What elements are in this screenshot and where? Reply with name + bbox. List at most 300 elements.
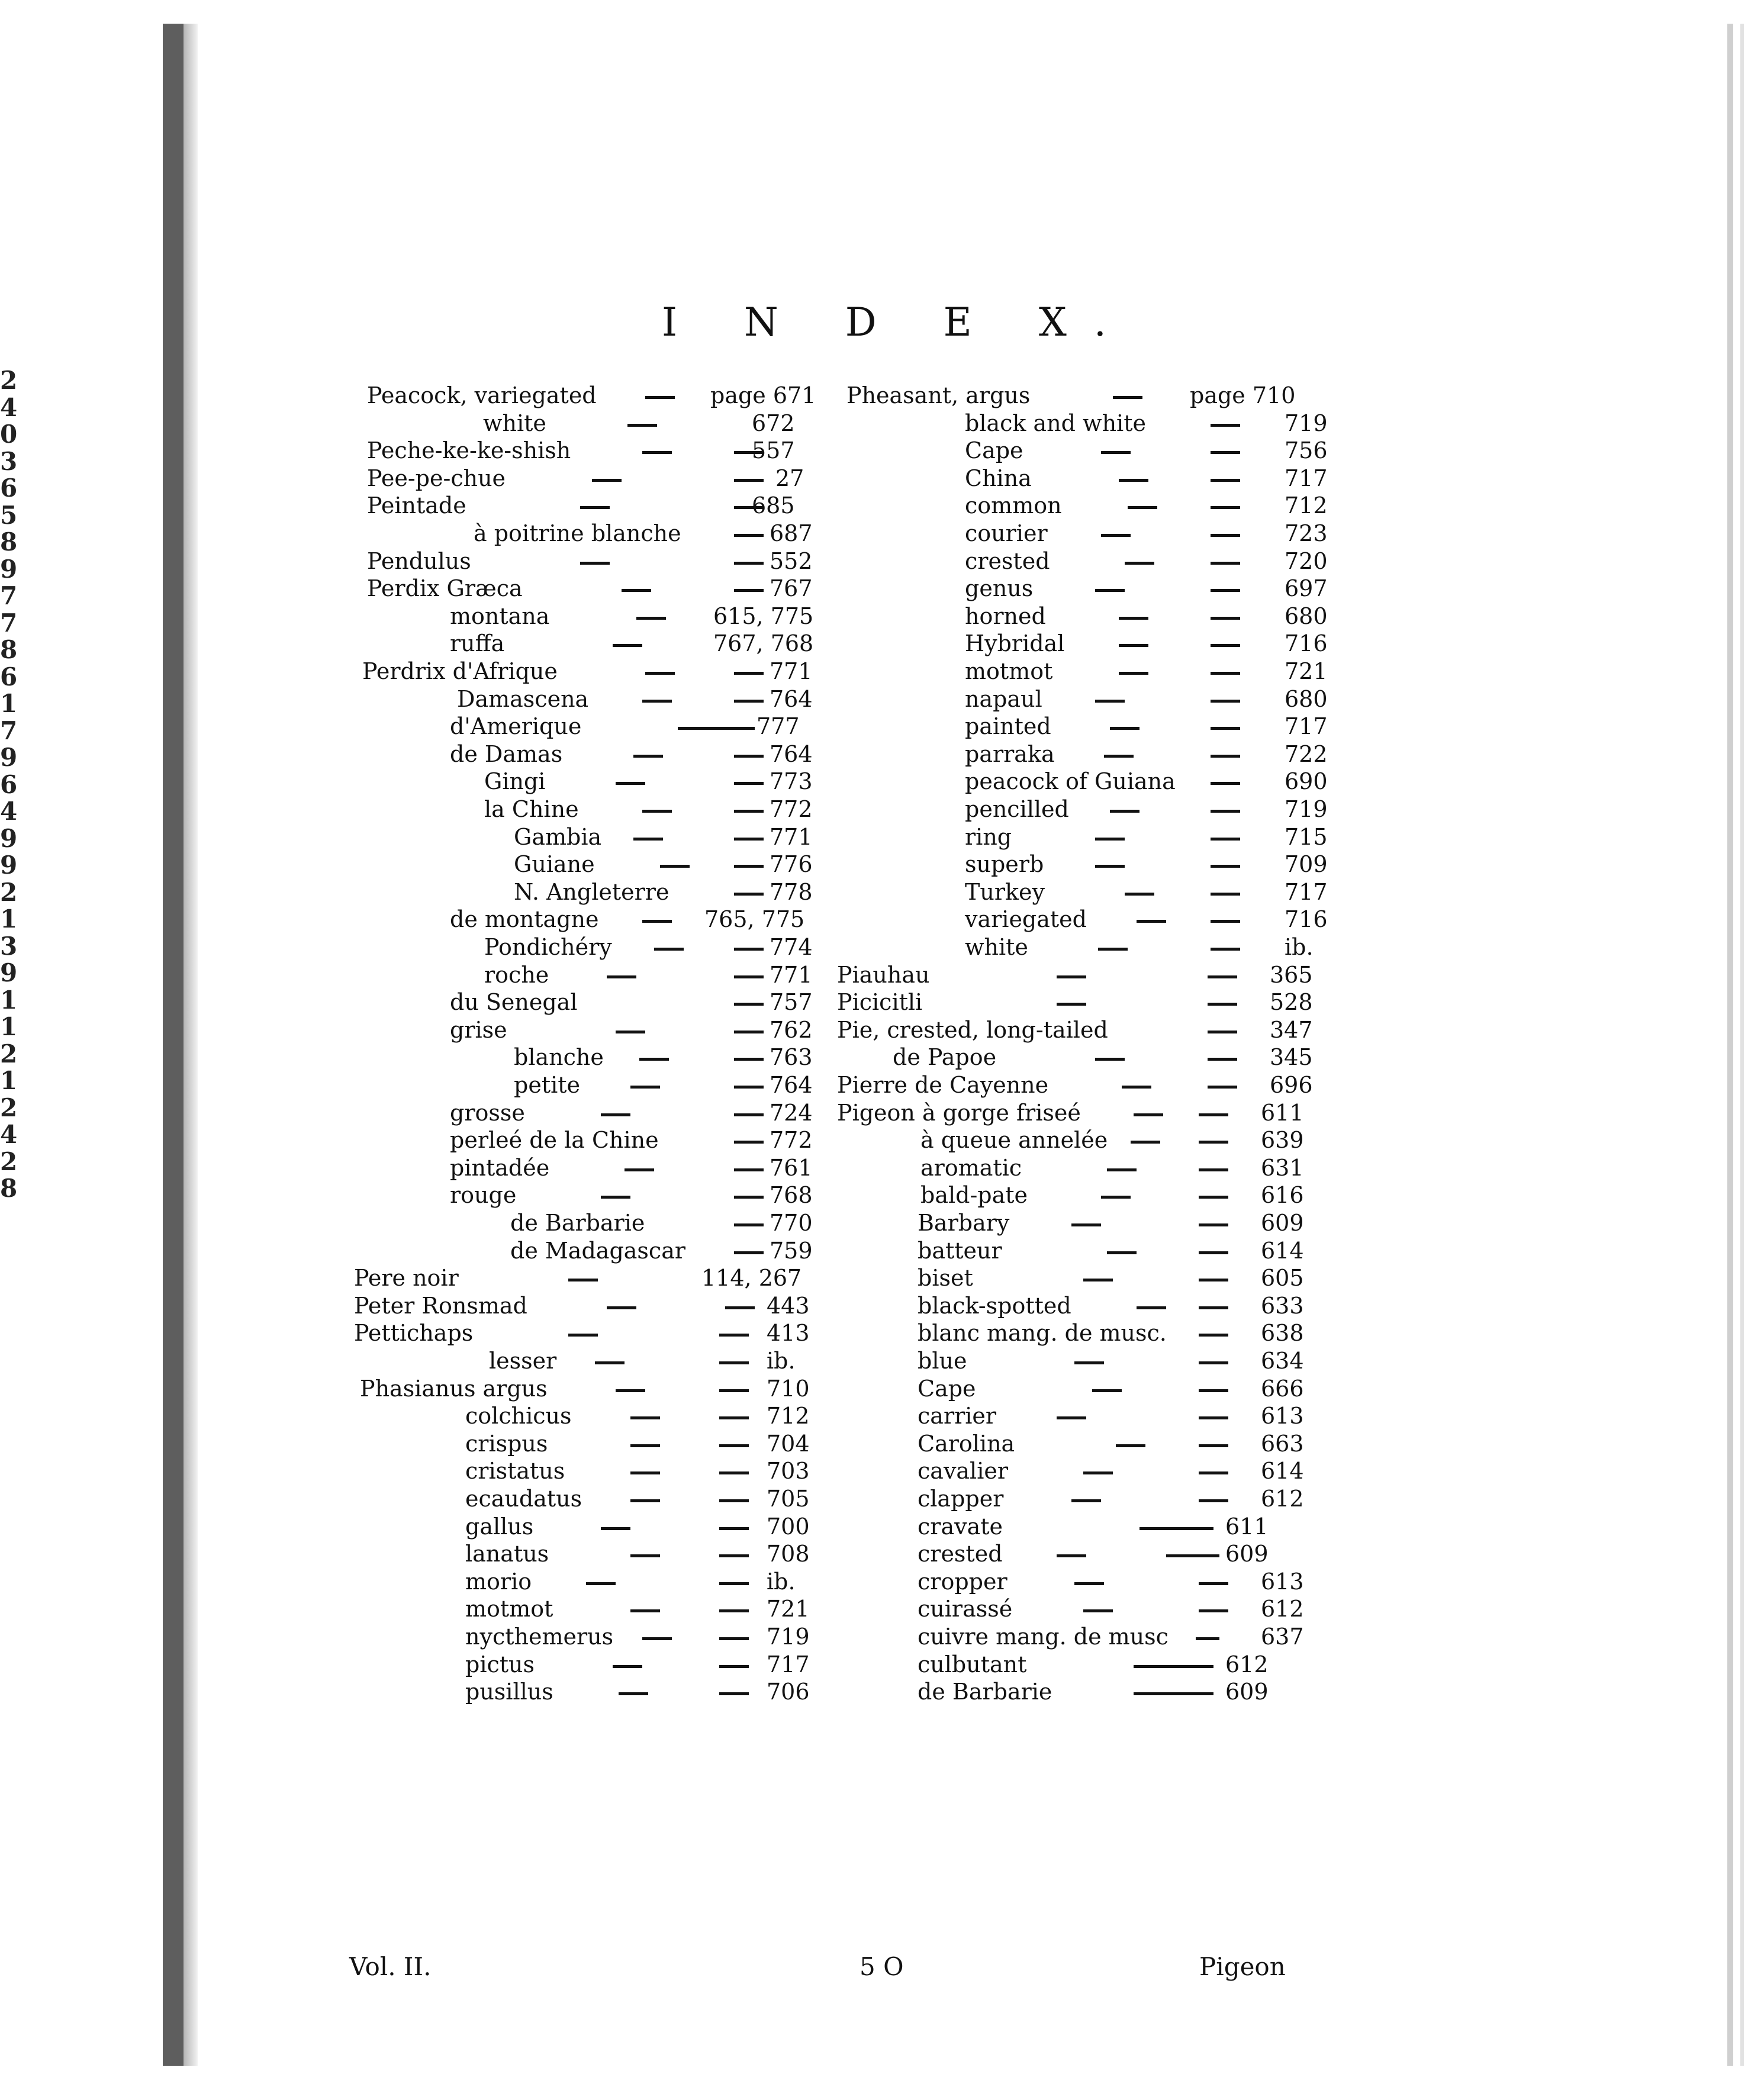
page-title: I N D E X. [662, 300, 1134, 345]
leader-dash [1074, 1361, 1104, 1364]
right-index-entry [0, 1319, 1764, 1347]
page-reference: 614 [1261, 1458, 1304, 1485]
leader-dash [1211, 451, 1240, 454]
right-index-entry [0, 1402, 1764, 1430]
index-term: Peche-ke-ke-shish [367, 437, 571, 464]
index-term: d'Amerique [450, 713, 582, 740]
page-reference: 708 [767, 1541, 810, 1567]
leader-dash [1211, 700, 1240, 703]
right-index-entry [0, 685, 1764, 713]
right-index-entry [0, 658, 1764, 685]
leader-dash [1208, 1058, 1237, 1061]
page-reference: page 710 [1190, 382, 1296, 408]
right-index-entry [0, 823, 1764, 851]
page-reference: 557 [752, 437, 795, 464]
page-reference: 614 [1261, 1237, 1304, 1264]
page-reference: 609 [1261, 1210, 1304, 1236]
page-reference: 723 [1285, 520, 1328, 546]
margin-digit: 9 [0, 554, 18, 584]
page-reference: 765, 775 [704, 906, 805, 933]
leader-dash [1137, 920, 1166, 923]
index-term: variegated [965, 906, 1087, 933]
leader-dash [1199, 1279, 1228, 1281]
index-term: Gambia [514, 823, 602, 850]
page-reference: 778 [770, 878, 813, 905]
index-term: lanatus [465, 1541, 549, 1567]
leader-dash [1199, 1499, 1228, 1502]
leader-dash [1128, 506, 1157, 509]
index-term: Pee-pe-chue [367, 465, 506, 491]
page-reference: 720 [1285, 548, 1328, 574]
index-term: gallus [465, 1513, 534, 1540]
leader-dash [1057, 975, 1086, 978]
leader-dash [1119, 672, 1148, 675]
right-index-entry [0, 1154, 1764, 1182]
leader-dash [1166, 1554, 1219, 1557]
signature-mark: 5 O [860, 1952, 904, 1981]
page-reference: 771 [770, 961, 813, 988]
index-term: courier [965, 520, 1048, 546]
page-reference: 762 [770, 1016, 813, 1043]
page-reference: 605 [1261, 1265, 1304, 1292]
leader-dash [1211, 562, 1240, 565]
leader-dash [1107, 1251, 1137, 1254]
page-reference: 724 [770, 1099, 813, 1126]
index-term: China [965, 465, 1032, 491]
leader-dash [1074, 1582, 1104, 1585]
leader-dash [1211, 534, 1240, 537]
index-term: Barbary [918, 1210, 1010, 1236]
leader-dash [1107, 1168, 1137, 1171]
page-reference: 611 [1261, 1099, 1304, 1126]
page-reference: 763 [770, 1044, 813, 1071]
right-index-entry [0, 1375, 1764, 1403]
index-term: rouge [450, 1182, 517, 1209]
margin-digit: 8 [0, 635, 18, 664]
index-term: bald-pate [920, 1182, 1028, 1209]
leader-dash [1199, 1223, 1228, 1226]
leader-dash [1119, 617, 1148, 620]
index-term: la Chine [484, 796, 579, 822]
page-reference: 770 [770, 1210, 813, 1236]
leader-dash [1057, 1003, 1086, 1006]
index-term: Carolina [918, 1430, 1015, 1457]
margin-digit: 9 [0, 743, 18, 772]
page-reference: 27 [775, 465, 804, 491]
leader-dash [1101, 1196, 1131, 1199]
leader-dash [1134, 1113, 1163, 1116]
right-index-entry [0, 1540, 1764, 1568]
leader-dash [1134, 1665, 1213, 1668]
index-term: white [965, 934, 1028, 960]
page-reference: 764 [770, 685, 813, 712]
page-reference: 771 [770, 658, 813, 684]
index-term: à queue annelée [920, 1127, 1108, 1154]
index-term: motmot [965, 658, 1053, 684]
right-index-entry [0, 1485, 1764, 1513]
page-reference: ib. [767, 1348, 796, 1374]
index-term: clapper [918, 1486, 1004, 1512]
page-reference: 609 [1225, 1541, 1269, 1567]
index-term: Pendulus [367, 548, 471, 574]
leader-dash [1071, 1223, 1101, 1226]
right-index-entry [0, 1016, 1764, 1044]
index-term: horned [965, 603, 1046, 629]
right-index-entry [0, 1513, 1764, 1541]
leader-dash [1125, 893, 1154, 896]
index-term: ruffa [450, 630, 505, 657]
right-index-entry [0, 796, 1764, 826]
index-term: napaul [965, 685, 1042, 712]
leader-dash [1095, 838, 1125, 841]
index-term: crested [965, 548, 1050, 574]
leader-dash [1137, 1306, 1166, 1309]
index-term: grise [450, 1016, 507, 1043]
index-term: de Damas [450, 740, 563, 767]
right-index-entry [0, 548, 1764, 575]
index-term: ecaudatus [465, 1486, 582, 1512]
page-reference: 672 [752, 410, 795, 436]
page-reference: 716 [1285, 630, 1328, 657]
right-index-entry [0, 1237, 1764, 1265]
volume-label: Vol. II. [349, 1952, 432, 1981]
margin-digit: 9 [0, 958, 18, 987]
leader-dash [1098, 948, 1128, 951]
index-term: de Papoe [893, 1044, 997, 1071]
index-term: peacock of Guiana [965, 768, 1176, 795]
page-reference: ib. [767, 1568, 796, 1595]
index-term: genus [965, 575, 1034, 602]
index-term: black-spotted [918, 1292, 1071, 1319]
leader-dash [1104, 755, 1134, 758]
index-term: Peter Ronsmad [354, 1292, 527, 1319]
page-reference: 615, 775 [713, 603, 814, 629]
leader-dash [1211, 948, 1240, 951]
index-term: petite [514, 1072, 580, 1098]
margin-digit: 5 [0, 500, 18, 530]
page-reference: 772 [770, 1127, 813, 1154]
leader-dash [1211, 424, 1240, 427]
right-index-entry [0, 575, 1764, 603]
page-reference: 637 [1261, 1624, 1304, 1650]
leader-dash [1110, 810, 1139, 813]
index-term: pusillus [465, 1679, 553, 1705]
index-term: Pheasant, argus [846, 382, 1031, 408]
page-reference: 756 [1285, 437, 1328, 464]
page-reference: 612 [1261, 1486, 1304, 1512]
right-index-entry [0, 958, 1764, 989]
index-term: Turkey [965, 878, 1045, 905]
index-term: cropper [918, 1568, 1007, 1595]
index-term: Pigeon à gorge friseé [837, 1099, 1081, 1126]
margin-digit: 4 [0, 1120, 18, 1149]
margin-digit: 2 [0, 1147, 18, 1176]
margin-digit: 9 [0, 823, 18, 853]
leader-dash [1196, 1637, 1219, 1640]
right-index-entry [0, 933, 1764, 961]
margin-digit: 1 [0, 985, 18, 1015]
leader-dash [1101, 534, 1131, 537]
index-term: cavalier [918, 1458, 1009, 1485]
index-term: painted [965, 713, 1051, 740]
index-term: Peintade [367, 492, 466, 519]
leader-dash [1211, 589, 1240, 592]
index-term: white [483, 410, 546, 436]
index-term: colchicus [465, 1403, 572, 1429]
page-reference: 757 [770, 989, 813, 1016]
page-reference: 114, 267 [701, 1265, 802, 1292]
right-index-entry [0, 1126, 1764, 1154]
right-index-entry [0, 382, 1764, 410]
page-reference: 609 [1225, 1679, 1269, 1705]
margin-digit: 1 [0, 689, 18, 718]
index-term: Cape [965, 437, 1023, 464]
index-term: Pierre de Cayenne [837, 1072, 1049, 1098]
index-term: cuivre mang. de musc [918, 1624, 1169, 1650]
right-index-entry [0, 851, 1764, 878]
page-reference: 722 [1285, 740, 1328, 767]
index-term: lesser [489, 1348, 557, 1374]
page-reference: 717 [1285, 465, 1328, 491]
page-reference: 613 [1261, 1568, 1304, 1595]
catchword: Pigeon [1199, 1952, 1286, 1981]
leader-dash [1211, 810, 1240, 813]
page-reference: 719 [1285, 410, 1328, 436]
page-reference: 666 [1261, 1375, 1304, 1402]
index-term: N. Angleterre [514, 878, 669, 905]
page-reference: 631 [1261, 1154, 1304, 1181]
index-term: Gingi [484, 768, 546, 795]
index-term: Pere noir [354, 1265, 459, 1292]
margin-digit: 7 [0, 716, 18, 745]
right-index-entry [0, 740, 1764, 768]
page-reference: 716 [1285, 906, 1328, 933]
right-index-entry [0, 1181, 1764, 1209]
leader-dash [1095, 589, 1125, 592]
leader-dash [1199, 1141, 1228, 1144]
page-reference: 772 [770, 796, 813, 822]
page-reference: 685 [752, 492, 795, 519]
index-term: biset [918, 1265, 973, 1292]
right-index-entry [0, 1264, 1764, 1292]
page-reference: 345 [1270, 1044, 1313, 1071]
margin-digit: 0 [0, 420, 18, 449]
leader-dash [1211, 644, 1240, 647]
index-term: Picicitli [837, 989, 923, 1016]
right-index-entry [0, 1071, 1764, 1099]
margin-digit: 7 [0, 608, 18, 637]
index-term: Perdix Græca [367, 575, 523, 602]
leader-dash [1211, 865, 1240, 868]
page-reference: 613 [1261, 1403, 1304, 1429]
right-index-entry [0, 520, 1764, 548]
page-reference: 616 [1261, 1182, 1304, 1209]
index-term: crispus [465, 1430, 548, 1457]
index-term: Pettichaps [354, 1320, 474, 1347]
page-reference: 759 [770, 1237, 813, 1264]
right-index-entry [0, 1623, 1764, 1651]
page-reference: 771 [770, 823, 813, 850]
index-term: de montagne [450, 906, 599, 933]
index-term: roche [484, 961, 549, 988]
leader-dash [1199, 1113, 1228, 1116]
index-term: Phasianus argus [360, 1375, 548, 1402]
right-index-entry [0, 985, 1764, 1016]
page-reference: 717 [1285, 878, 1328, 905]
index-term: black and white [965, 410, 1146, 436]
index-term: cuirassé [918, 1596, 1013, 1622]
page-reference: 443 [767, 1292, 810, 1319]
leader-dash [1208, 1086, 1237, 1089]
index-term: Pondichéry [484, 934, 612, 960]
leader-dash [1139, 1527, 1213, 1530]
leader-dash [1083, 1471, 1113, 1474]
index-term: à poitrine blanche [474, 520, 681, 546]
page-reference: 764 [770, 1072, 813, 1098]
page-reference: 777 [757, 713, 800, 740]
leader-dash [1101, 451, 1131, 454]
leader-dash [1208, 1031, 1237, 1033]
page-reference: 773 [770, 768, 813, 795]
page-reference: 761 [770, 1154, 813, 1181]
page-reference: 705 [767, 1486, 810, 1512]
page-reference: 721 [1285, 658, 1328, 684]
page-reference: 663 [1261, 1430, 1304, 1457]
leader-dash [1095, 1058, 1125, 1061]
index-term: crested [918, 1541, 1003, 1567]
index-term: pintadée [450, 1154, 550, 1181]
leader-dash [1199, 1168, 1228, 1171]
leader-dash [1211, 755, 1240, 758]
leader-dash [1199, 1361, 1228, 1364]
index-term: Pie, crested, long-tailed [837, 1016, 1108, 1043]
leader-dash [1211, 727, 1240, 730]
page-reference: 776 [770, 851, 813, 878]
page-reference: 528 [1270, 989, 1313, 1016]
margin-digit: 8 [0, 527, 18, 556]
index-term: Hybridal [965, 630, 1065, 657]
page-reference: 612 [1225, 1651, 1269, 1677]
index-term: de Madagascar [510, 1237, 686, 1264]
margin-digit: 8 [0, 1174, 18, 1203]
leader-dash [1116, 1444, 1145, 1447]
right-index-entry [0, 1457, 1764, 1485]
margin-digit: 1 [0, 1066, 18, 1095]
leader-dash [1119, 479, 1148, 482]
page-reference: 700 [767, 1513, 810, 1540]
leader-dash [1199, 1196, 1228, 1199]
leader-dash [1113, 396, 1142, 399]
index-term: motmot [465, 1596, 553, 1622]
index-term: morio [465, 1568, 532, 1595]
right-index-entry [0, 1292, 1764, 1320]
margin-digit: 4 [0, 797, 18, 826]
page-reference: 552 [770, 548, 813, 574]
margin-digit: 9 [0, 851, 18, 880]
leader-dash [1211, 479, 1240, 482]
index-term: pictus [465, 1651, 535, 1677]
index-term: de Barbarie [510, 1210, 645, 1236]
right-index-entry [0, 465, 1764, 492]
leader-dash [1199, 1471, 1228, 1474]
index-term: culbutant [918, 1651, 1027, 1677]
leader-dash [1199, 1416, 1228, 1419]
index-term: batteur [918, 1237, 1002, 1264]
index-term: Guiane [514, 851, 595, 878]
index-term: grosse [450, 1099, 525, 1126]
leader-dash [1211, 920, 1240, 923]
leader-dash [1211, 893, 1240, 896]
leader-dash [1095, 865, 1125, 868]
right-index-entry [0, 410, 1764, 437]
leader-dash [1199, 1251, 1228, 1254]
page-reference: page 671 [710, 382, 816, 408]
index-term: Peacock, variegated [367, 382, 597, 408]
right-index-entry [0, 906, 1764, 933]
index-term: carrier [918, 1403, 997, 1429]
page-reference: 639 [1261, 1127, 1304, 1154]
leader-dash [1211, 506, 1240, 509]
page-reference: 767 [770, 575, 813, 602]
right-index-entry [0, 1430, 1764, 1458]
page-reference: 712 [767, 1403, 810, 1429]
index-term: blanche [514, 1044, 604, 1071]
page-reference: 764 [770, 740, 813, 767]
index-term: du Senegal [450, 989, 578, 1016]
right-index-entry [0, 1651, 1764, 1679]
leader-dash [1071, 1499, 1101, 1502]
margin-digit: 2 [0, 366, 18, 395]
leader-dash [1199, 1306, 1228, 1309]
margin-digit: 6 [0, 769, 18, 799]
leader-dash [1110, 727, 1139, 730]
index-term: montana [450, 603, 550, 629]
index-term: blanc mang. de musc. [918, 1320, 1167, 1347]
index-term: nycthemerus [465, 1624, 614, 1650]
page-reference: 696 [1270, 1072, 1313, 1098]
margin-digit: 1 [0, 904, 18, 933]
page-reference: 634 [1261, 1348, 1304, 1374]
leader-dash [1199, 1582, 1228, 1585]
page-reference: 703 [767, 1458, 810, 1485]
leader-dash [1199, 1609, 1228, 1612]
page-reference: 680 [1285, 603, 1328, 629]
page-reference: 717 [767, 1651, 810, 1677]
page-reference: 721 [767, 1596, 810, 1622]
leader-dash [1199, 1334, 1228, 1337]
leader-dash [1131, 1141, 1160, 1144]
page-reference: 697 [1285, 575, 1328, 602]
leader-dash [1211, 838, 1240, 841]
right-index-entry [0, 1678, 1764, 1706]
margin-digit: 1 [0, 1012, 18, 1041]
right-index-entry [0, 878, 1764, 906]
leader-dash [1208, 1003, 1237, 1006]
index-term: cristatus [465, 1458, 565, 1485]
page-reference: 413 [767, 1320, 810, 1347]
margin-digit: 6 [0, 662, 18, 691]
leader-dash [1119, 644, 1148, 647]
right-index-entry [0, 1595, 1764, 1623]
index-term: pencilled [965, 796, 1069, 822]
margin-digit: 2 [0, 1093, 18, 1122]
page-reference: 774 [770, 934, 813, 960]
leader-dash [1211, 672, 1240, 675]
leader-dash [1125, 562, 1154, 565]
right-index-entry [0, 1568, 1764, 1596]
right-index-entry [0, 1209, 1764, 1237]
index-term: perleé de la Chine [450, 1127, 659, 1154]
